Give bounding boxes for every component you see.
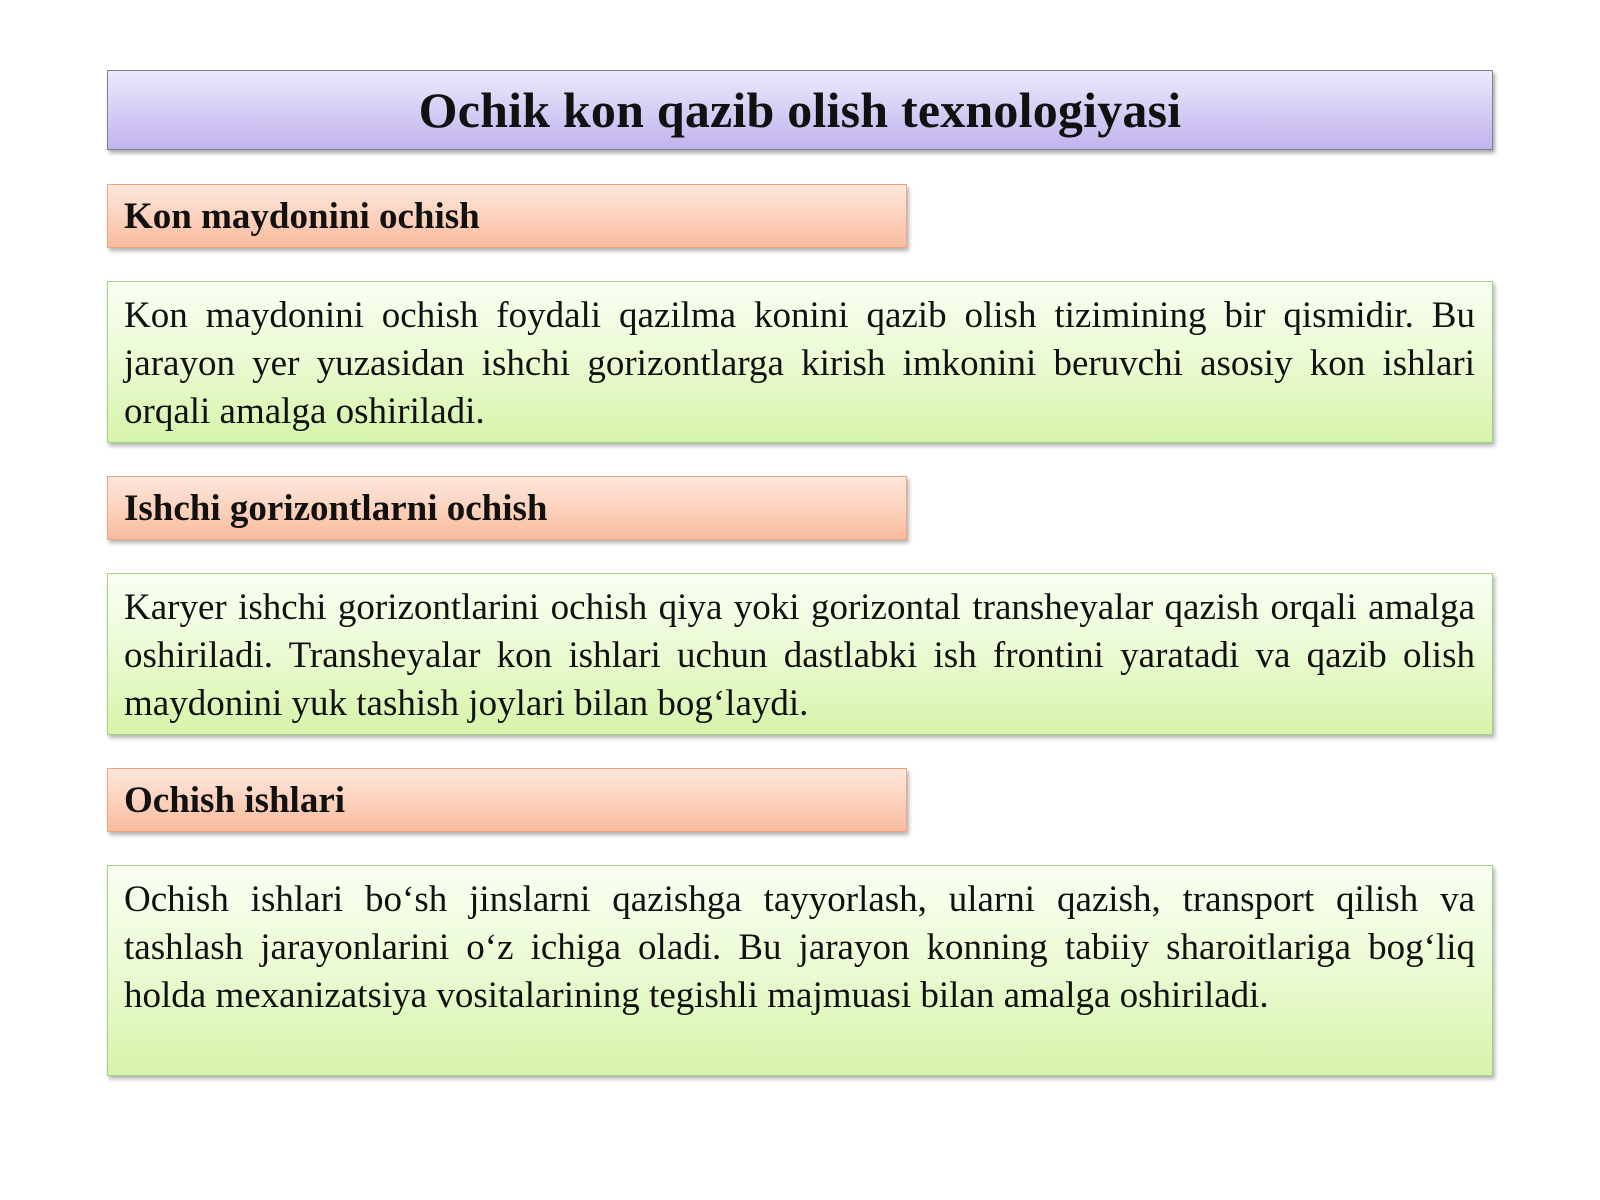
section-text-ishchi-gorizontlarni-ochish (107, 573, 1493, 735)
section-heading-kon-maydonini-ochish (107, 184, 907, 248)
section-heading-ochish-ishlari (107, 768, 907, 832)
section-heading-label: Ishchi gorizontlarni ochish (124, 487, 548, 529)
section-paragraph: Karyer ishchi gorizontlarini ochish qiya yoki gorizontal transheyalar qazish orqali amalga oshiriladi. Transheyalar kon ishlari uchun dastlabki ish frontini yaratadi va qazib olish maydonini yuk tashish joylari bilan bog‘laydi. (124, 587, 1475, 724)
section-heading-label: Ochish ishlari (124, 779, 346, 821)
section-text-ochish-ishlari (107, 865, 1493, 1076)
section-text-kon-maydonini-ochish (107, 281, 1493, 443)
slide-title: Ochik kon qazib olish texnologiyasi (418, 82, 1182, 138)
section-paragraph: Ochish ishlari bo‘sh jinslarni qazishga tayyorlash, ularni qazish, transport qilish va tashlash jarayonlarini o‘z ichiga oladi. Bu jarayon konning tabiiy sharoitlariga bog‘liq holda mexanizatsiya vositalarining tegishli majmuasi bilan amalga oshiriladi. (124, 879, 1475, 1016)
title-banner (107, 70, 1493, 150)
section-heading-ishchi-gorizontlarni-ochish (107, 476, 907, 540)
section-heading-label: Kon maydonini ochish (124, 195, 480, 237)
section-paragraph: Kon maydonini ochish foydali qazilma konini qazib olish tizimining bir qismidir. Bu jarayon yer yuzasidan ishchi gorizontlarga kirish imkonini beruvchi asosiy kon ishlari orqali amalga oshiriladi. (124, 295, 1475, 432)
